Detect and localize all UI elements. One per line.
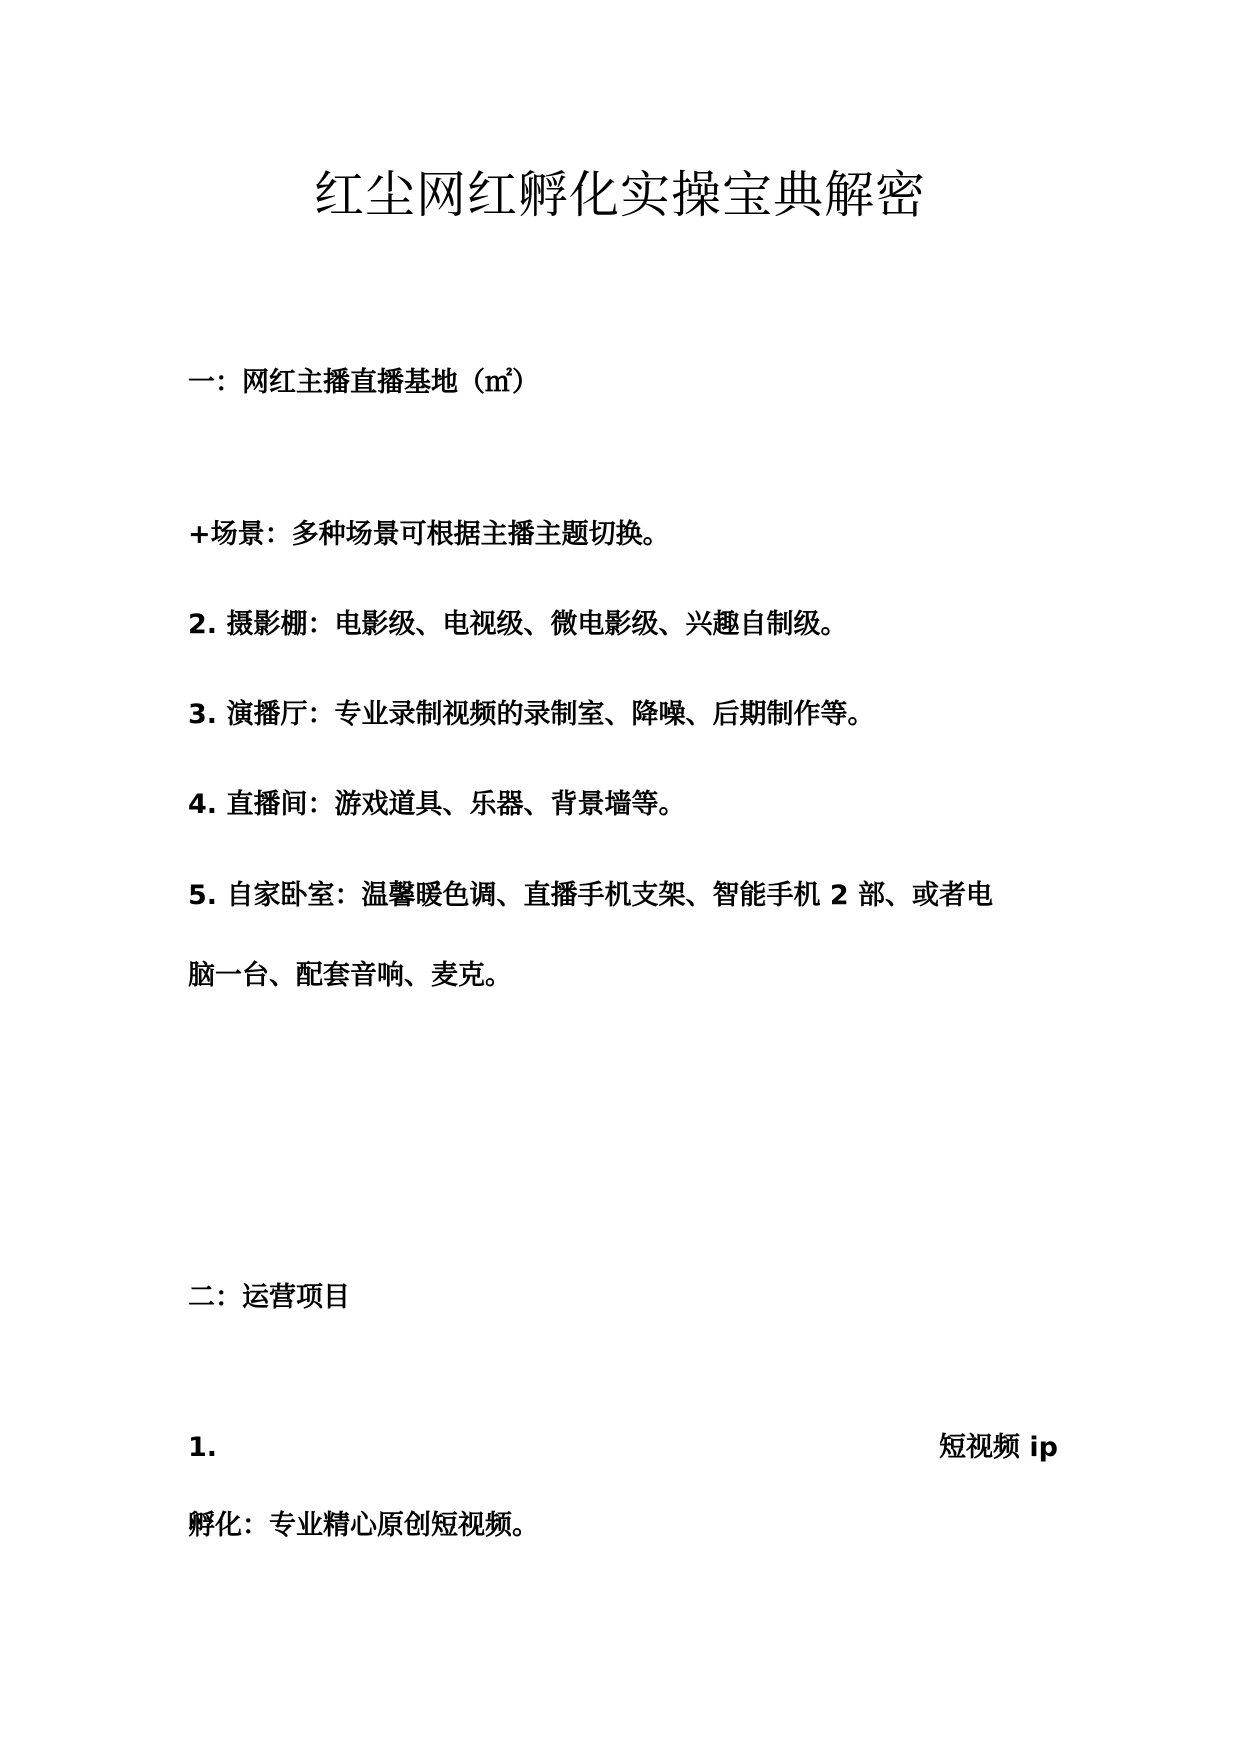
list-item: 3. 演播厅：专业录制视频的录制室、降噪、后期制作等。	[188, 699, 875, 730]
list-item-number: 1.	[188, 1432, 218, 1463]
section-heading-2: 二：运营项目	[188, 1282, 350, 1313]
section-heading-1: 一：网红主播直播基地（㎡）	[188, 367, 539, 398]
list-item: 2. 摄影棚：电影级、电视级、微电影级、兴趣自制级。	[188, 609, 848, 640]
list-item: +场景：多种场景可根据主播主题切换。	[188, 519, 670, 550]
list-item-title: 短视频 ip	[939, 1432, 1058, 1463]
list-item-continuation: 脑一台、配套音响、麦克。	[188, 960, 512, 991]
list-item: 5. 自家卧室：温馨暖色调、直播手机支架、智能手机 2 部、或者电	[188, 880, 994, 911]
list-item-continuation: 孵化：专业精心原创短视频。	[188, 1510, 539, 1541]
list-item-justified	[188, 1428, 1058, 1468]
document-title: 红尘网红孵化实操宝典解密	[314, 166, 926, 224]
list-item: 4. 直播间：游戏道具、乐器、背景墙等。	[188, 789, 686, 820]
